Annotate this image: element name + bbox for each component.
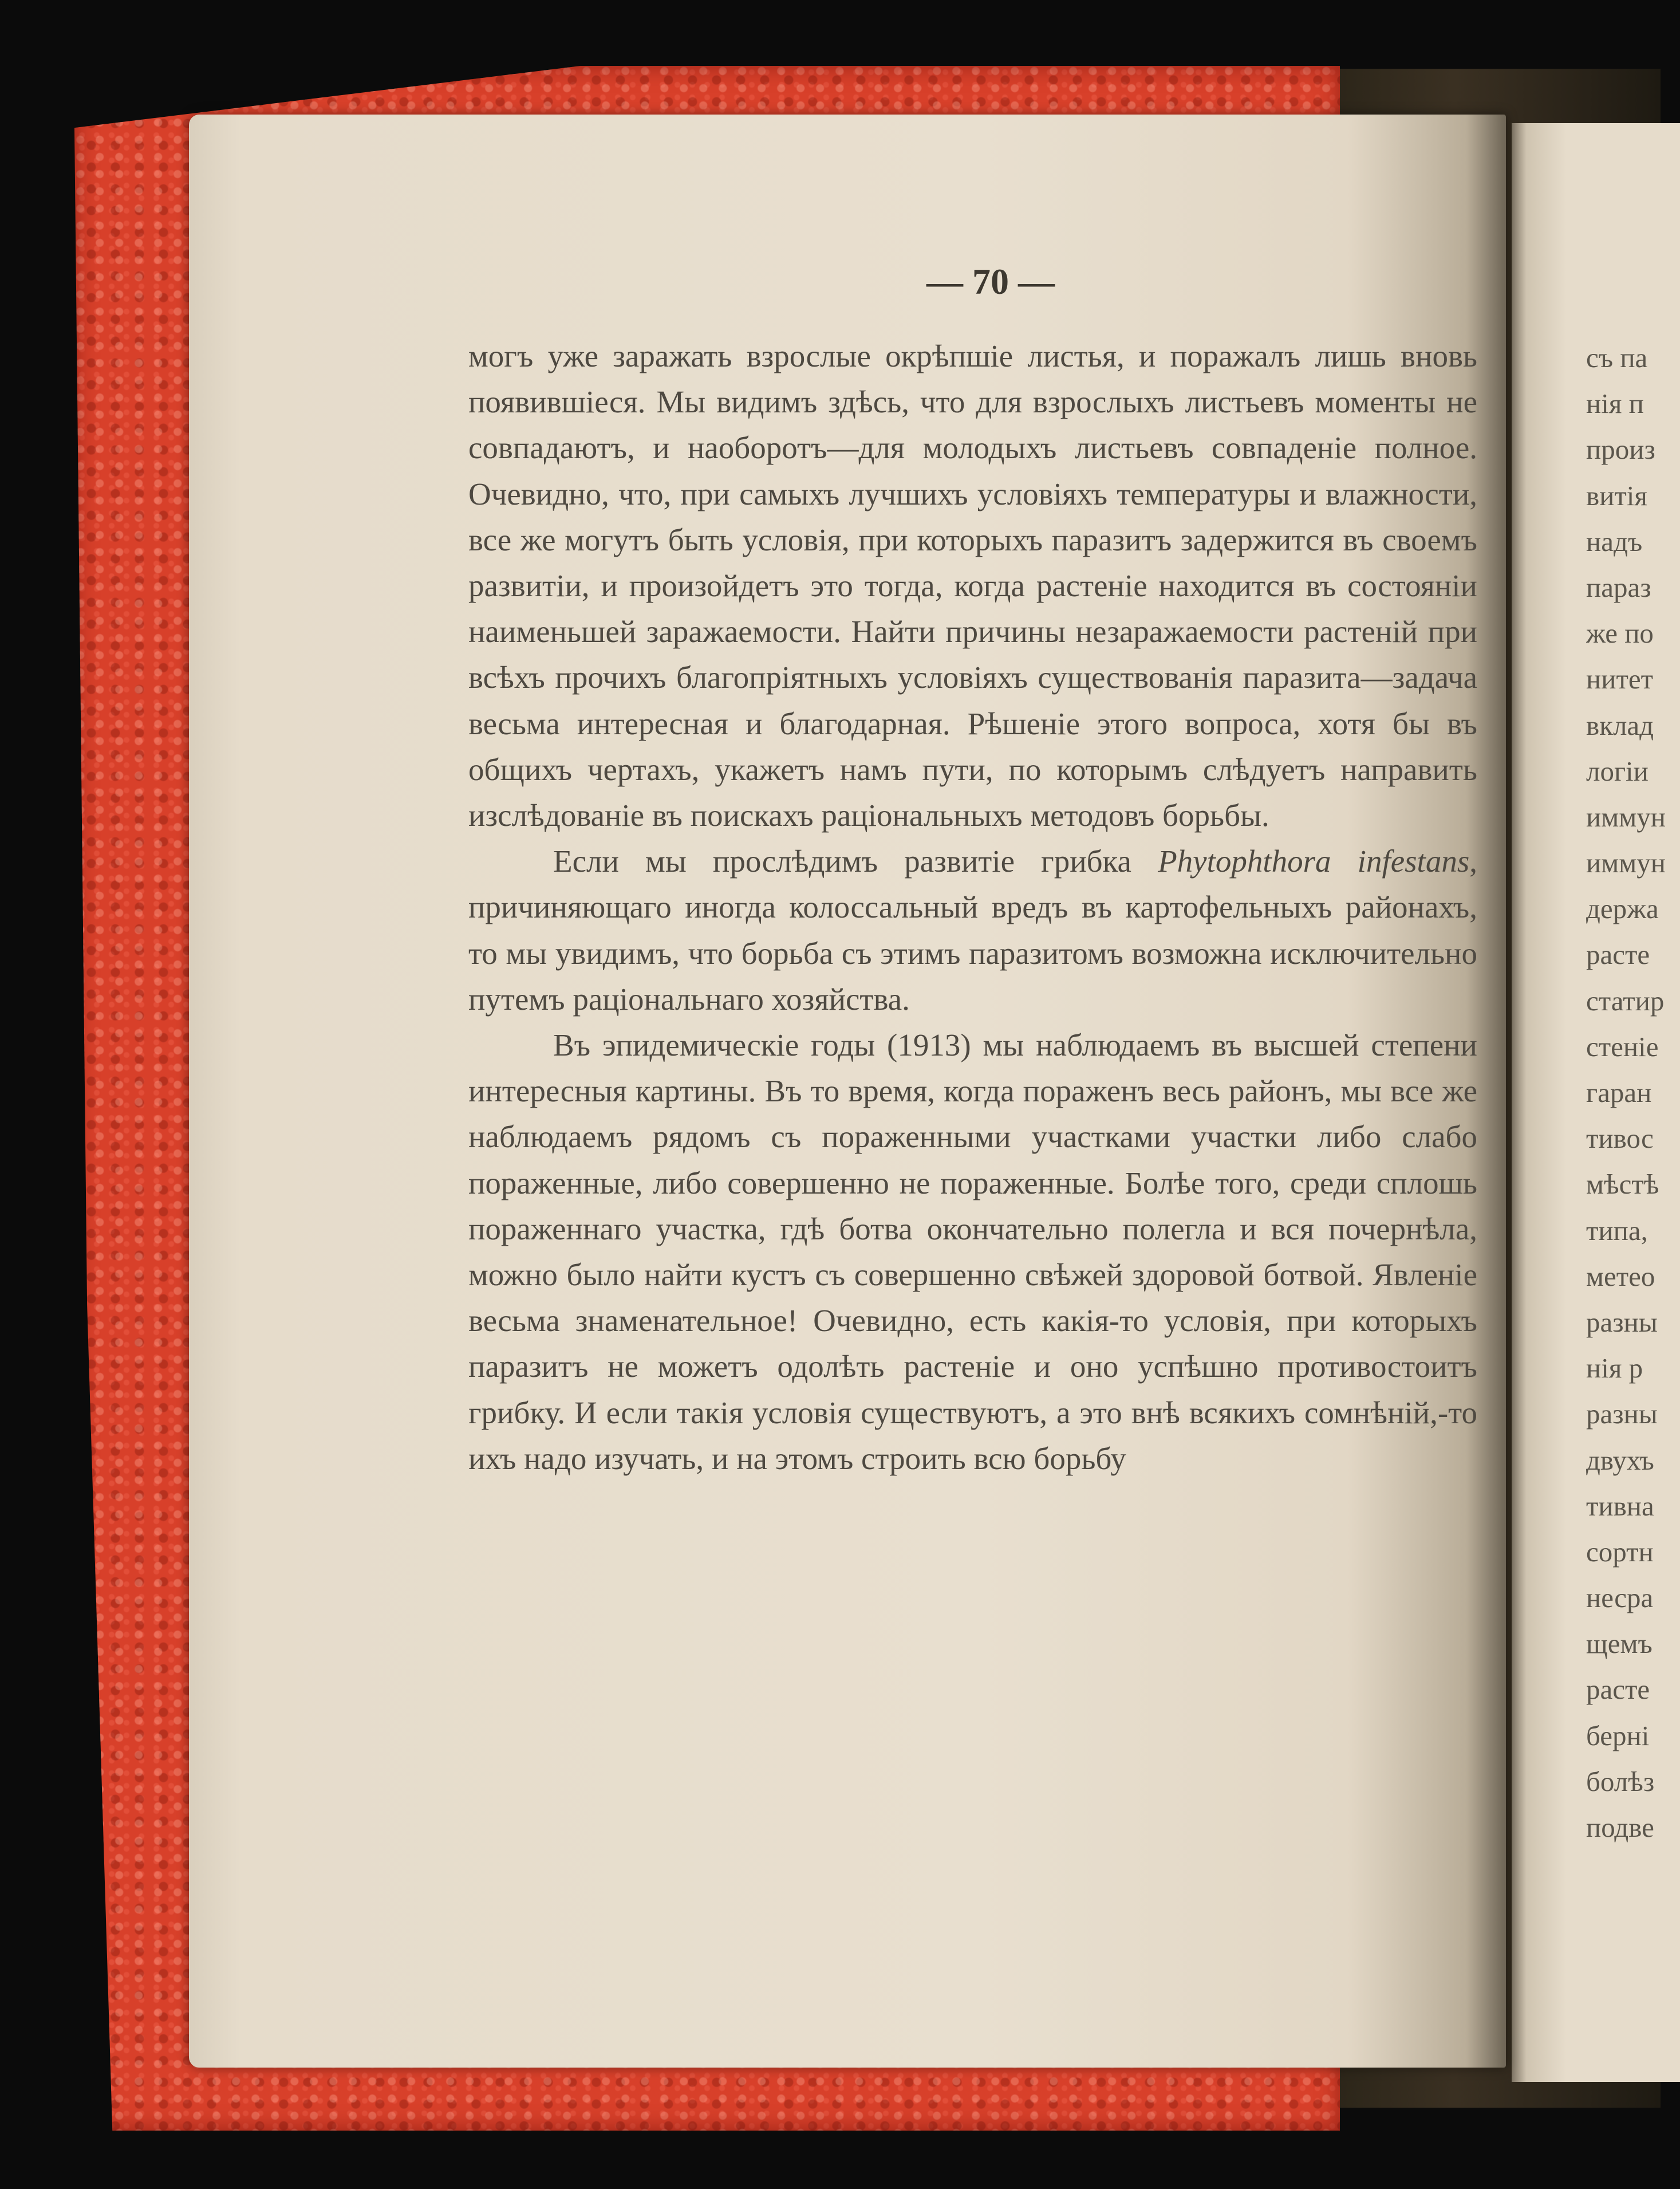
facing-page-line: метео <box>1586 1260 1655 1292</box>
facing-page-line: иммун <box>1586 847 1666 879</box>
facing-page-line: статир <box>1586 985 1665 1017</box>
facing-page-line: логіи <box>1586 755 1649 787</box>
facing-page-line: мѣстѣ <box>1586 1168 1659 1200</box>
facing-page-line: щемъ <box>1586 1628 1653 1660</box>
facing-page-line: тивос <box>1586 1123 1654 1155</box>
facing-page-line: подве <box>1586 1812 1654 1843</box>
facing-page-line: тивна <box>1586 1490 1654 1522</box>
facing-page-line: сортн <box>1586 1536 1654 1568</box>
facing-page-line: вклад <box>1586 709 1654 741</box>
facing-page-line: расте <box>1586 939 1650 971</box>
facing-page-line: берні <box>1586 1719 1650 1751</box>
facing-page-line: же по <box>1586 617 1654 649</box>
paragraph-2-start: Если мы прослѣдимъ развитіе грибка <box>553 844 1131 879</box>
facing-page-line: нія п <box>1586 388 1644 420</box>
facing-page-line: несра <box>1586 1582 1654 1614</box>
paragraph-2 <box>468 838 1477 1022</box>
facing-page-line: гаран <box>1586 1077 1652 1108</box>
facing-page-line: двухъ <box>1586 1444 1654 1476</box>
facing-page-line: разны <box>1586 1398 1658 1430</box>
facing-page-line: нитет <box>1586 663 1654 695</box>
facing-page-line: надъ <box>1586 525 1643 557</box>
page-body-text <box>468 333 1477 1482</box>
paragraph-3: Въ эпидемическіе годы (1913) мы наблюдаемъ въ высшей степени интересныя картины. Въ то время, когда пораженъ весь районъ, мы все же наблюдаемъ рядомъ съ пораженными участками участки либо слабо пораженные, либо совершенно не пораженные. Болѣе того, среди сплошь пораженнаго участка, гдѣ ботва окончательно полегла и вся почернѣла, можно было найти кустъ съ совершенно свѣжей здоровой ботвой. Явленіе весьма знаменательное! Очевидно, есть какія-то условія, при которыхъ паразитъ не можетъ одолѣть растеніе и оно успѣшно противостоитъ грибку. И если такія условія существуютъ, а это внѣ всякихъ сомнѣній,-то ихъ надо изучать, и на этомъ строить всю борьбу <box>468 1027 1477 1476</box>
page-number: — 70 — <box>926 261 1055 302</box>
facing-page-line: нія р <box>1586 1352 1643 1384</box>
facing-page-line: витія <box>1586 479 1647 511</box>
facing-page-line: расте <box>1586 1674 1650 1706</box>
facing-page-text <box>1586 335 1680 1851</box>
facing-page-line: болѣз <box>1586 1765 1655 1797</box>
facing-page-line: иммун <box>1586 801 1666 833</box>
facing-page-line: съ па <box>1586 342 1648 373</box>
facing-page-line: держа <box>1586 893 1659 925</box>
facing-page-line: произ <box>1586 434 1655 466</box>
facing-page-line: параз <box>1586 571 1651 603</box>
paragraph-2-end: , причиняющаго иногда колоссальный вредъ въ картофельныхъ районахъ, то мы увидимъ, что борьба съ этимъ паразитомъ возможна исключительно путемъ раціональнаго хозяйства. <box>468 844 1477 1017</box>
facing-page-line: разны <box>1586 1306 1658 1338</box>
species-name: Phytophthora infestans <box>1158 844 1470 879</box>
facing-page-line: типа, <box>1586 1214 1648 1246</box>
paragraph-1: могъ уже заражать взрослые окрѣпшіе листья, и поражалъ лишь вновь появившіеся. Мы видимъ здѣсь, что для взрослыхъ листьевъ моменты не совпадаютъ, и наоборотъ—для молодыхъ листьевъ совпаденіе полное. Очевидно, что, при самыхъ лучшихъ условіяхъ температуры и влажности, все же могутъ быть условія, при которыхъ паразитъ задержится въ своемъ развитіи, и произойдетъ это тогда, когда растеніе находится въ состояніи наименьшей заражаемости. Найти причины незаражаемости растеній при всѣхъ прочихъ благопріятныхъ условіяхъ существованія паразита—задача весьма интересная и благодарная. Рѣшеніе этого вопроса, хотя бы въ общихъ чертахъ, укажетъ намъ пути, по которымъ слѣдуетъ направить изслѣдованіе въ поискахъ раціональныхъ методовъ борьбы. <box>468 338 1477 833</box>
facing-page-line: стеніе <box>1586 1030 1659 1062</box>
